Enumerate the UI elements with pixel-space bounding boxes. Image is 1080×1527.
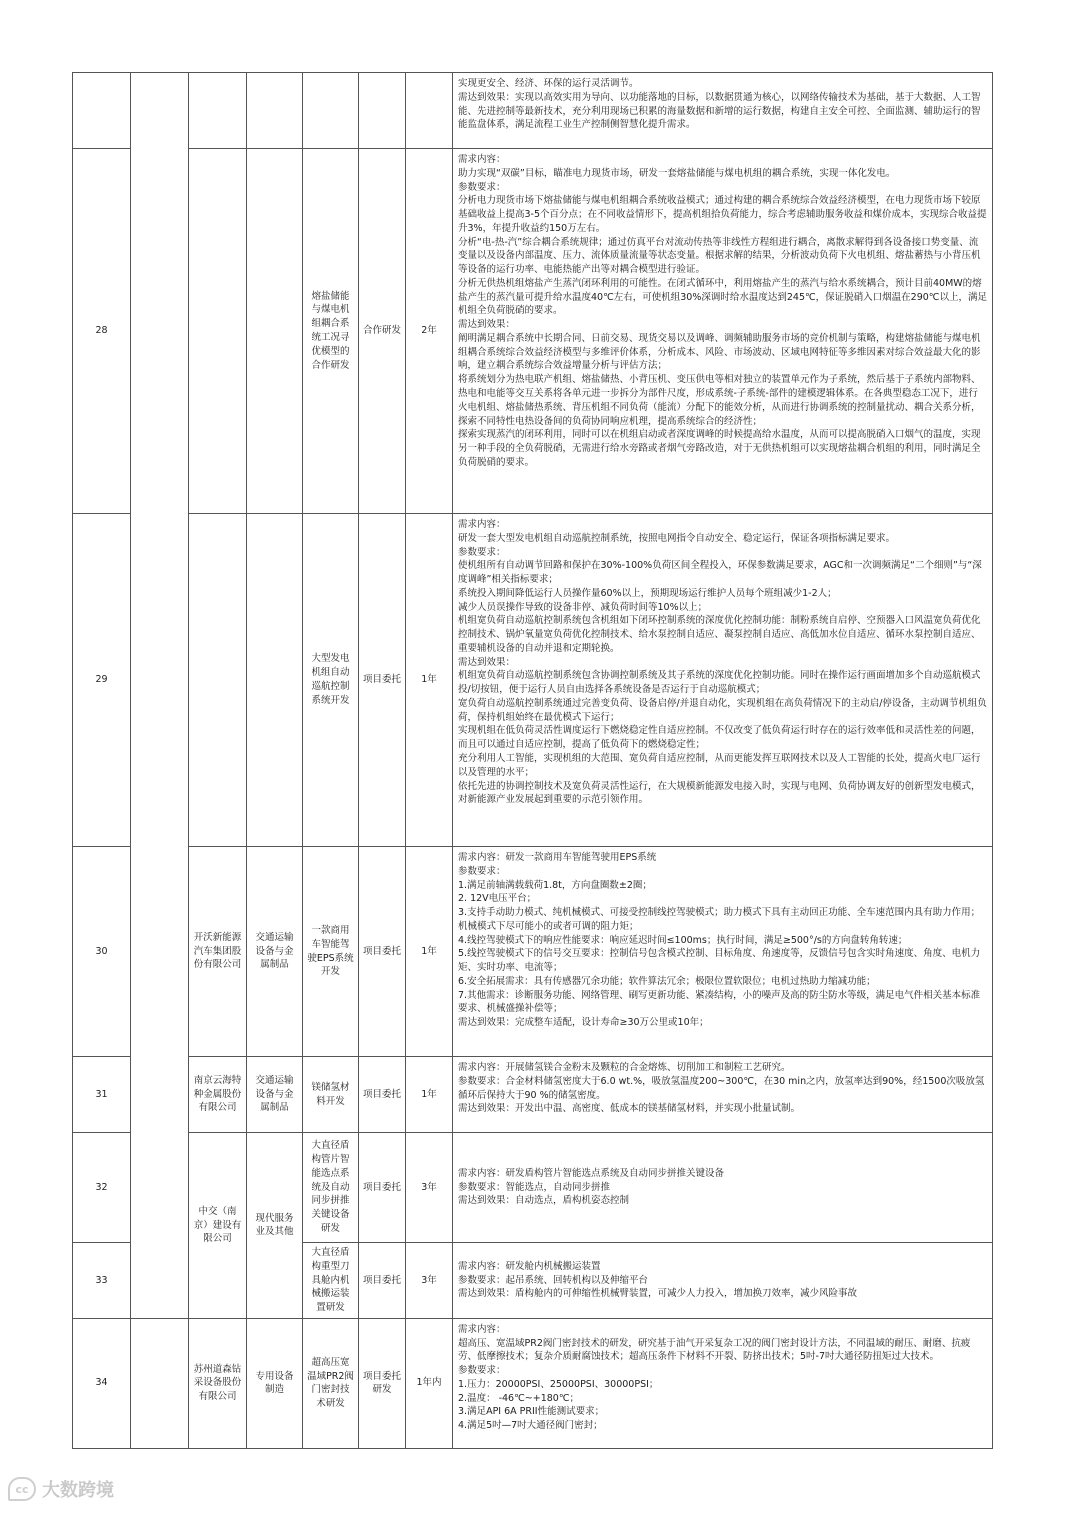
- desc-line: 参数要求：: [458, 546, 506, 558]
- desc-line: 需求内容：研发舱内机械搬运装置: [458, 1260, 601, 1272]
- desc-line: 需求内容：研发盾构管片智能选点系统及自动同步拼推关键设备: [458, 1167, 725, 1179]
- desc-line: 参数要求：: [458, 1365, 506, 1377]
- cell-no: 32: [73, 1133, 131, 1243]
- desc-line: 1.压力：20000PSI、25000PSI、30000PSI；: [458, 1378, 659, 1390]
- desc-line: 分析电力现货市场下熔盐储能与煤电机组耦合系统收益模式；通过构建的耦合系统综合效益经济模型，在电力现货市场下较原基础收益上提高3-5个百分点；在不同收益情形下，提高机组拾负荷能力，综合考虑辅助服务收益和煤价成本，实现综合收益提升3%，年提升收益约150万左右。: [458, 195, 987, 234]
- cell-project-name: 超高压宽温域PR2阀门密封技术研发: [303, 1318, 359, 1448]
- table-row: [73, 149, 993, 514]
- cell-project-name: 熔盐储能与煤电机组耦合系统工况寻优模型的合作研发: [303, 149, 359, 514]
- cell-industry: 专用设备制造: [247, 1318, 303, 1448]
- desc-line: 6.安全拓展需求：具有传感器冗余功能；软件算法冗余；极限位置软限位；电机过热助力缩减功能；: [458, 975, 876, 987]
- desc-line: 需达到效果：: [458, 319, 516, 331]
- cell-blank: [131, 73, 189, 1319]
- desc-line: 分析“电-热-汽”综合耦合系统规律；通过仿真平台对流动传热等非线性方程组进行耦合，离散求解得到各设备接口势变量、流变量以及设备内部温度、压力、流体质量流量等状态变量。根据求解的结果，分析波动负荷下火电机组、熔盐蓄热与小背压机等设备的运行功率、电能热能产出等对耦合模型进行验证。: [458, 236, 981, 276]
- desc-line: 减少人员误操作导致的设备非停、减负荷时间等10%以上；: [458, 601, 708, 613]
- watermark-logo-icon: cc: [8, 1477, 36, 1501]
- desc-line: 充分利用人工智能，实现机组的大范围、宽负荷自适应控制，从而更能发挥互联网技术以及人工智能的长处，提高火电厂运行以及管理的水平；: [458, 753, 981, 778]
- desc-line: 阐明满足耦合系统中长期合同、日前交易、现货交易以及调峰、调频辅助服务市场的竞价机制与策略，构建熔盐储能与煤电机组耦合系统综合效益经济模型与多维评价体系，分析成本、风险、市场波动、区域电网特征等多维因素对综合效益最大化的影响，建立耦合系统综合效益增量分析与评估方法；: [458, 332, 981, 372]
- cell-no: 30: [73, 847, 131, 1057]
- desc-line: 4.线控驾驶模式下的响应性能要求：响应延迟时间≤100ms；执行时间，满足≥500°/s的方向盘转角转速；: [458, 934, 908, 946]
- desc-line: 2. 12V电压平台；: [458, 893, 537, 905]
- cell-period: 3年: [406, 1243, 453, 1319]
- cell-industry: [247, 514, 303, 847]
- cell-description: [453, 73, 993, 149]
- desc-line: 参数要求：起吊系统、回转机构以及伸缩平台: [458, 1274, 649, 1286]
- desc-line: 7.其他需求：诊断服务功能、网络管理、刷写更新功能、紧凑结构，小的噪声及高的防尘防水等级，满足电气件相关基本标准要求、机械盛操补偿等；: [458, 989, 981, 1015]
- desc-line: 需求内容：: [458, 1323, 506, 1335]
- table-row: [73, 73, 993, 149]
- cell-industry: [247, 73, 303, 149]
- desc-line: 实现机组在低负荷灵活性调度运行下燃烧稳定性自适应控制。不仅改变了低负荷运行时存在的运行效率低和灵活性差的问题，而且可以通过自适应控制，提高了低负荷下的燃烧稳定性；: [458, 725, 981, 751]
- cell-mode: 项目委托: [359, 847, 406, 1057]
- cell-company: [189, 514, 247, 847]
- desc-line: 需求内容：: [458, 154, 506, 165]
- desc-line: 需达到效果：开发出中温、高密度、低成本的镁基储氢材料，并实现小批量试制。: [458, 1103, 801, 1115]
- cell-mode: 项目委托: [359, 514, 406, 847]
- desc-line: 参数要求：合金材料储氢密度大于6.0 wt.%，吸放氢温度200~300℃，在30 min之内，放氢率达到90%，经1500次吸放氢循环后保持大于90 %的储氢密度。: [458, 1075, 985, 1101]
- desc-line: 助力实现“双碳”目标，瞄准电力现货市场，研发一套熔盐储能与煤电机组的耦合系统，实现一体化发电。: [458, 167, 896, 179]
- cell-project-name: 镁储氢材料开发: [303, 1057, 359, 1133]
- desc-line: 5.线控驾驶模式下的信号交互要求：控制信号包含模式控制、目标角度、角速度等，反馈信号包含实时角速度、角度、电机力矩、实时功率、电流等；: [458, 948, 981, 974]
- cell-period: [406, 73, 453, 149]
- cell-company: 开沃新能源汽车集团股份有限公司: [189, 847, 247, 1057]
- cell-company: 苏州道森钻采设备股份有限公司: [189, 1318, 247, 1448]
- cell-description: [453, 1057, 993, 1133]
- cell-project-name: 大直径盾构管片智能选点系统及自动同步拼推关键设备研发: [303, 1133, 359, 1243]
- desc-line: 需达到效果：盾构舱内的可伸缩性机械臂装置，可减少人力投入，增加换刀效率，减少风险事故: [458, 1288, 858, 1300]
- desc-line: 需达到效果：实现以高效实用为导向、以功能落地的目标，以数据贯通为核心，以网络传输技术为基础，基于大数据、人工智能、先进控制等最新技术，充分利用现场已积累的海量数据和新增的运行数据，构建自主安全可控、全面监测、辅助运行的智能监盘体系，满足流程工业生产控制侧智慧化提升需求。: [458, 91, 981, 131]
- desc-line: 将系统划分为热电联产机组、熔盐储热、小背压机、变压供电等相对独立的装置单元作为子系统，然后基于子系统内部物料、热电和电能等交互关系将各单元进一步拆分为部件尺度，形成系统-子系统-部件的建模逻辑体系。在各典型稳态工况下，进行火电机组、熔盐储热系统、背压机组不同负荷（能流）分配下的能效分析，从而进行协调系统的控制量扰动、耦合关系分析，探索不同特性电热设备间的负荷协同响应机理，提高系统综合的经济性；: [458, 374, 981, 427]
- cell-period: 2年: [406, 149, 453, 514]
- table-row: [73, 1133, 993, 1243]
- cell-description: [453, 149, 993, 514]
- desc-line: 宽负荷自动巡航控制系统通过完善变负荷、设备启停/并退自动化，实现机组在高负荷情况下的主动启/停设备，主动调节机组负荷，保持机组始终在最优模式下运行；: [458, 697, 987, 723]
- desc-line: 超高压、宽温域PR2阀门密封技术的研发，研究基于油气开采复杂工况的阀门密封设计方法，不同温域的耐压、耐磨、抗疲劳、低摩擦技术；复杂介质耐腐蚀技术；超高压条件下材料不开裂、防挤出技术；5吋-7吋大通径防扭矩过大技术。: [458, 1337, 971, 1363]
- cell-description: [453, 1133, 993, 1243]
- cell-mode: [359, 73, 406, 149]
- desc-line: 需达到效果：: [458, 656, 516, 668]
- cell-period: 3年: [406, 1133, 453, 1243]
- cell-mode: 项目委托: [359, 1243, 406, 1319]
- desc-line: 3.满足API 6A PRII性能测试要求；: [458, 1406, 605, 1418]
- cell-mode: 合作研发: [359, 149, 406, 514]
- desc-line: 需达到效果：完成整车适配，设计寿命≥30万公里或10年；: [458, 1017, 709, 1029]
- desc-line: 2.温度： -46℃~+180℃；: [458, 1392, 579, 1404]
- cell-blank: [131, 1318, 189, 1448]
- desc-line: 参数要求：: [458, 181, 506, 193]
- desc-line: 研发一套大型发电机组自动巡航控制系统，按照电网指令自动安全、稳定运行，保证各项指标满足要求。: [458, 532, 896, 544]
- cell-mode: 项目委托: [359, 1133, 406, 1243]
- table-row: [73, 1057, 993, 1133]
- desc-line: 4.满足5吋—7吋大通径阀门密封；: [458, 1420, 603, 1432]
- cell-project-name: 一款商用车智能驾驶EPS系统开发: [303, 847, 359, 1057]
- cell-mode: 项目委托研发: [359, 1318, 406, 1448]
- desc-line: 需求内容：研发一款商用车智能驾驶用EPS系统: [458, 852, 657, 863]
- cell-no: 33: [73, 1243, 131, 1319]
- desc-line: 机组宽负荷自动巡航控制系统包含机组如下闭环控制系统的深度优化控制功能：制粉系统自启停、空预器入口风温宽负荷优化控制技术、锅炉氧量宽负荷优化控制技术、给水泵控制自适应、凝泵控制自适应、高低加水位自适应、循环水泵控制自适应、重要辅机设备的自动并退和定期轮换。: [458, 615, 981, 654]
- cell-project-name: [303, 73, 359, 149]
- desc-line: 3.支持手动助力模式、纯机械模式、可接受控制线控驾驶模式；助力模式下具有主动回正功能、全车速范围内具有助力作用；机械模式下尽可能小的或者可调的阻力矩；: [458, 907, 981, 932]
- cell-company: [189, 73, 247, 149]
- cell-period: 1年: [406, 847, 453, 1057]
- desc-line: 系统投入期间降低运行人员操作量60%以上，预期现场运行维护人员每个班组减少1-2人；: [458, 587, 837, 599]
- desc-line: 需达到效果：自动选点，盾构机姿态控制: [458, 1195, 630, 1207]
- cell-no: 28: [73, 149, 131, 514]
- table-row: [73, 847, 993, 1057]
- cell-company: 中交（南京）建设有限公司: [189, 1133, 247, 1319]
- table-row: [73, 514, 993, 847]
- cell-industry: 交通运输设备与金属制品: [247, 1057, 303, 1133]
- desc-line: 需求内容：开展储氢镁合金粉末及颗粒的合金熔炼、切削加工和制粒工艺研究。: [458, 1062, 791, 1073]
- cell-description: [453, 1318, 993, 1448]
- cell-description: [453, 847, 993, 1057]
- table-row: [73, 1318, 993, 1448]
- desc-line: 机组宽负荷自动巡航控制系统包含协调控制系统及其子系统的深度优化控制功能。同时在操作运行画面增加多个自动巡航模式投/切按钮，便于运行人员自由选择各系统设备是否运行于自动巡航模式；: [458, 670, 981, 696]
- desc-line: 分析无供热机组熔盐产生蒸汽闭环利用的可能性。在闭式循环中，利用熔盐产生的蒸汽与给水系统耦合，预计目前40MW的熔盐产生的蒸汽量可提升给水温度40℃左右，可使机组30%深调时给水温度达到245℃，保证脱硝入口烟温在290℃以上，满足机组全负荷脱硝的要求。: [458, 277, 987, 317]
- watermark-text: 大数跨境: [42, 1480, 114, 1501]
- cell-description: [453, 1243, 993, 1319]
- desc-line: 依托先进的协调控制技术及宽负荷灵活性运行，在大规模新能源发电接入时，实现与电网、负荷协调友好的创新型发电模式，对新能源产业发展起到重要的示范引领作用。: [458, 780, 981, 806]
- cell-description: [453, 514, 993, 847]
- desc-line: 实现更安全、经济、环保的运行灵活调节。: [458, 78, 639, 89]
- cell-project-name: 大直径盾构重型刀具舱内机械搬运装置研发: [303, 1243, 359, 1319]
- requirements-table: [72, 72, 993, 1449]
- cell-industry: 交通运输设备与金属制品: [247, 847, 303, 1057]
- desc-line: 1.满足前轴满载载荷1.8t，方向盘圈数±2圈；: [458, 879, 652, 891]
- cell-no: [73, 73, 131, 149]
- desc-line: 探索实现蒸汽的闭环利用，同时可以在机组启动或者深度调峰的时候提高给水温度，从而可以提高脱硝入口烟气的温度，实现另一种手段的全负荷脱硝，无需进行给水旁路或者烟气旁路改造，对于无供热机组可以实现熔盐耦合机组的利用，同时满足全负荷脱硝的要求。: [458, 429, 981, 468]
- desc-line: 需求内容：: [458, 519, 506, 530]
- cell-no: 34: [73, 1318, 131, 1448]
- cell-no: 29: [73, 514, 131, 847]
- cell-period: 1年: [406, 514, 453, 847]
- cell-industry: [247, 149, 303, 514]
- desc-line: 参数要求：: [458, 865, 506, 877]
- cell-company: [189, 149, 247, 514]
- cell-no: 31: [73, 1057, 131, 1133]
- watermark: [8, 1472, 158, 1506]
- cell-company: 南京云海特种金属股份有限公司: [189, 1057, 247, 1133]
- cell-period: 1年内: [406, 1318, 453, 1448]
- cell-project-name: 大型发电机组自动巡航控制系统开发: [303, 514, 359, 847]
- cell-mode: 项目委托: [359, 1057, 406, 1133]
- desc-line: 使机组所有自动调节回路和保护在30%-100%负荷区间全程投入，环保参数满足要求，AGC和一次调频满足“二个细则”与“深度调峰”相关指标要求；: [458, 560, 982, 586]
- cell-period: 1年: [406, 1057, 453, 1133]
- cell-industry: 现代服务业及其他: [247, 1133, 303, 1319]
- desc-line: 参数要求：智能选点，自动同步拼推: [458, 1181, 611, 1193]
